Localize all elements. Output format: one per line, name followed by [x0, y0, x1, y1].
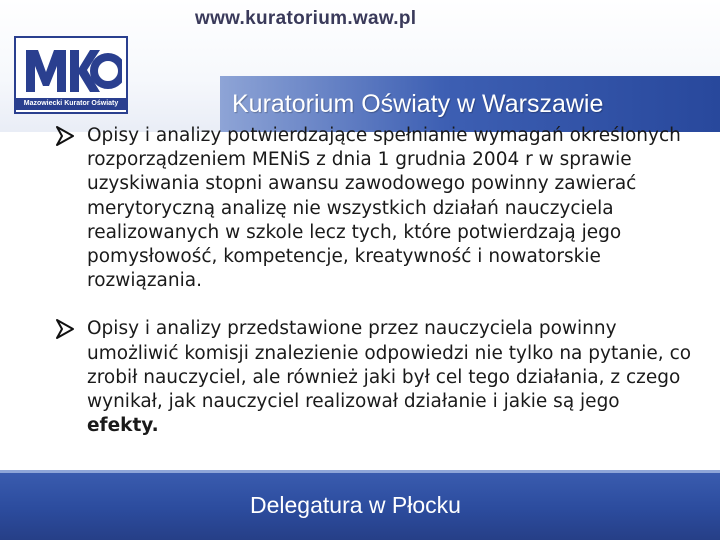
- bullet-item: [54, 317, 694, 438]
- mko-logo-icon: [22, 42, 122, 96]
- slide-content: [54, 124, 694, 462]
- logo-caption: Mazowiecki Kurator Oświaty: [16, 98, 126, 110]
- mko-logo: [14, 36, 128, 114]
- arrow-bullet-icon: [54, 125, 76, 147]
- bullet-item: [54, 124, 694, 293]
- bullet-text: Opisy i analizy przedstawione przez nauczyciela powinny umożliwić komisji znalezienie odpowiedzi nie tylko na pytanie, co zrobił nauczyciel, ale również jaki był cel tego działania, z czego wynikał, jak nauczyciel realizował działanie i jakie są jego: [87, 318, 692, 413]
- bullet-text: Opisy i analizy potwierdzające spełnianie wymagań określonych rozporządzeniem MENiS z dnia 1 grudnia 2004 r w sprawie uzyskiwania stopni awansu zawodowego powinny zawierać merytoryczną analizę nie wszystkich działań nauczyciela realizowanych w szkole lecz tych, które potwierdzają jego pomysłowość, kompetencje, kreatywność i nowatorskie rozwiązania.: [87, 125, 681, 292]
- arrow-bullet-icon: [54, 318, 76, 340]
- footer-title: Delegatura w Płocku: [250, 492, 461, 518]
- header-title: Kuratorium Oświaty w Warszawie: [232, 90, 604, 118]
- website-url: www.kuratorium.waw.pl: [195, 8, 417, 29]
- bullet-emphasis: efekty.: [87, 415, 159, 437]
- footer-divider: [0, 470, 720, 473]
